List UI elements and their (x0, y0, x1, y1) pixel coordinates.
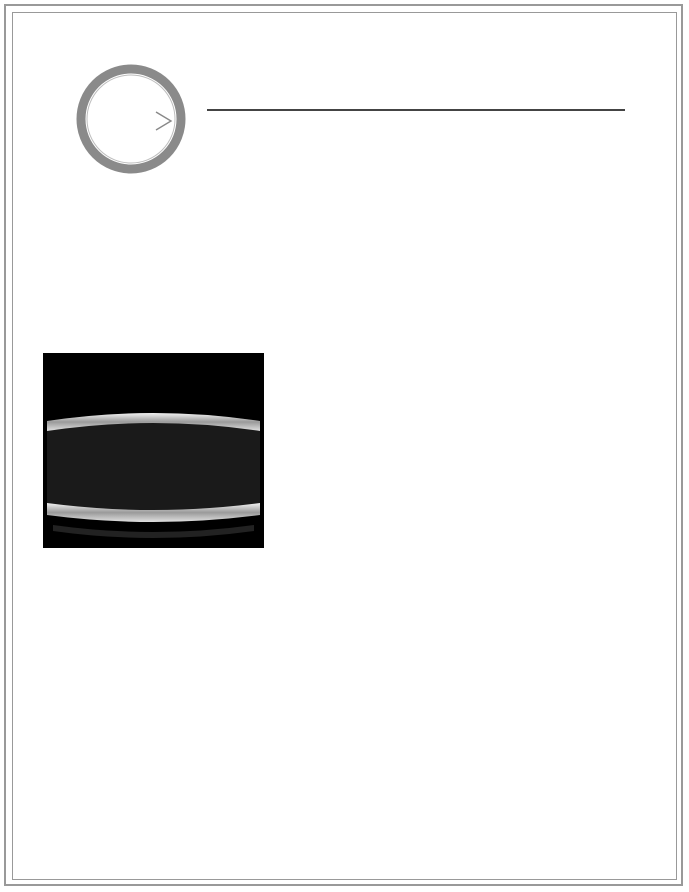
ring-photo (43, 353, 264, 548)
ias-logo-seal (76, 64, 186, 174)
header-divider (207, 109, 625, 111)
